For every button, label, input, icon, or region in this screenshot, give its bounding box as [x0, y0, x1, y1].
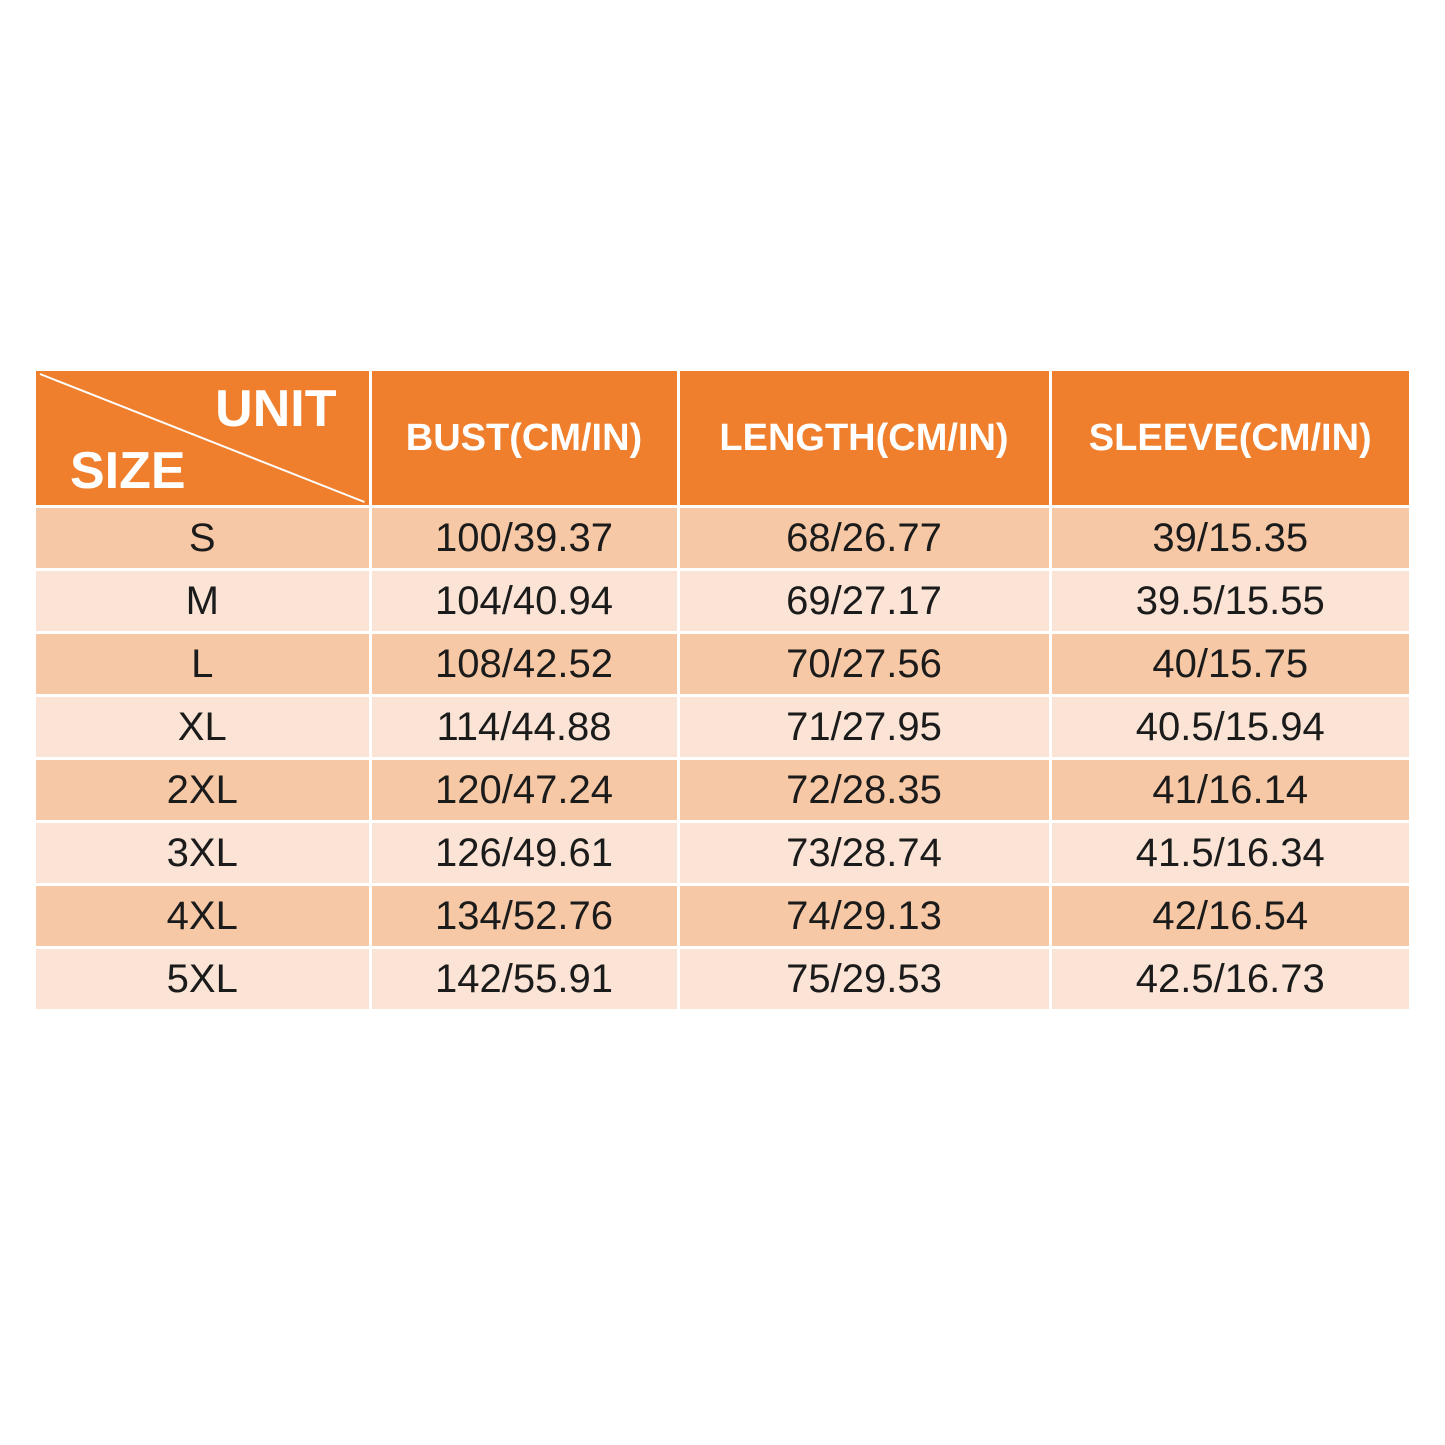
size-cell: 3XL: [36, 822, 370, 885]
length-cell: 71/27.95: [678, 696, 1050, 759]
bust-cell: 126/49.61: [370, 822, 678, 885]
sleeve-cell: 41.5/16.34: [1050, 822, 1409, 885]
bust-cell: 134/52.76: [370, 885, 678, 948]
size-cell: 5XL: [36, 948, 370, 1010]
length-cell: 72/28.35: [678, 759, 1050, 822]
table-row: [36, 507, 1409, 570]
size-cell: L: [36, 633, 370, 696]
bust-cell: 120/47.24: [370, 759, 678, 822]
table-row: [36, 759, 1409, 822]
table-row: [36, 633, 1409, 696]
header-row: [36, 371, 1409, 507]
bust-cell: 108/42.52: [370, 633, 678, 696]
table-body: [36, 507, 1409, 1010]
corner-header-cell: [36, 371, 370, 507]
size-cell: 4XL: [36, 885, 370, 948]
length-cell: 68/26.77: [678, 507, 1050, 570]
bust-cell: 142/55.91: [370, 948, 678, 1010]
length-cell: 75/29.53: [678, 948, 1050, 1010]
sleeve-cell: 40.5/15.94: [1050, 696, 1409, 759]
sleeve-cell: 41/16.14: [1050, 759, 1409, 822]
sleeve-column-header: SLEEVE(CM/IN): [1050, 371, 1409, 507]
sleeve-cell: 39.5/15.55: [1050, 570, 1409, 633]
table-row: [36, 885, 1409, 948]
size-chart-table: [36, 371, 1409, 1009]
size-cell: M: [36, 570, 370, 633]
table-row: [36, 696, 1409, 759]
length-cell: 70/27.56: [678, 633, 1050, 696]
bust-cell: 114/44.88: [370, 696, 678, 759]
size-cell: XL: [36, 696, 370, 759]
sleeve-cell: 42.5/16.73: [1050, 948, 1409, 1010]
size-label: SIZE: [70, 442, 186, 500]
length-cell: 69/27.17: [678, 570, 1050, 633]
length-cell: 73/28.74: [678, 822, 1050, 885]
table-row: [36, 570, 1409, 633]
length-cell: 74/29.13: [678, 885, 1050, 948]
size-cell: S: [36, 507, 370, 570]
table-row: [36, 822, 1409, 885]
bust-column-header: BUST(CM/IN): [370, 371, 678, 507]
sleeve-cell: 42/16.54: [1050, 885, 1409, 948]
sleeve-cell: 39/15.35: [1050, 507, 1409, 570]
bust-cell: 104/40.94: [370, 570, 678, 633]
table-row: [36, 948, 1409, 1010]
sleeve-cell: 40/15.75: [1050, 633, 1409, 696]
bust-cell: 100/39.37: [370, 507, 678, 570]
length-column-header: LENGTH(CM/IN): [678, 371, 1050, 507]
unit-label: UNIT: [215, 380, 337, 438]
size-cell: 2XL: [36, 759, 370, 822]
